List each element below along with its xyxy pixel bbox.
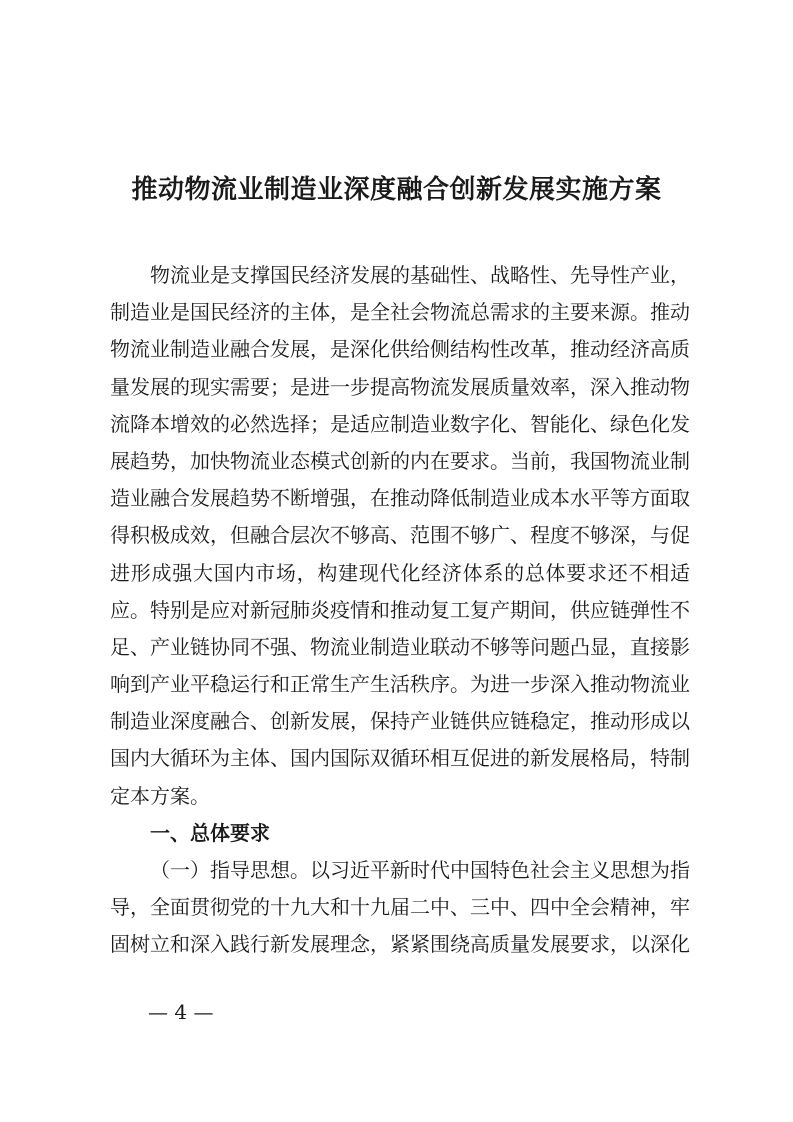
- body-line: 响到产业平稳运行和正常生产生活秩序。为进一步深入推动物流业: [110, 672, 690, 697]
- body-line: 物流业是支撑国民经济发展的基础性、战略性、先导性产业，: [150, 263, 690, 287]
- body-line: 造业融合发展趋势不断增强，在推动降低制造业成本水平等方面取: [110, 486, 690, 511]
- page-number: — 4 —: [148, 1000, 214, 1024]
- body-line: 物流业制造业融合发展，是深化供给侧结构性改革，推动经济高质: [110, 337, 690, 362]
- body-line: 展趋势，加快物流业态模式创新的内在要求。当前，我国物流业制: [110, 448, 690, 473]
- body-line: 流降本增效的必然选择；是适应制造业数字化、智能化、绿色化发: [110, 411, 690, 436]
- section-heading: 一、总体要求: [150, 820, 270, 845]
- body-line: 定本方案。: [110, 783, 210, 808]
- body-line: 导，全面贯彻党的十九大和十九届二中、三中、四中全会精神，牢: [110, 895, 690, 920]
- body-line: 量发展的现实需要；是进一步提高物流发展质量效率，深入推动物: [110, 374, 690, 399]
- body-line: 制造业是国民经济的主体，是全社会物流总需求的主要来源。推动: [110, 300, 690, 325]
- document-body: [110, 257, 690, 964]
- body-line: 制造业深度融合、创新发展，保持产业链供应链稳定，推动形成以: [110, 709, 690, 734]
- body-line: 进形成强大国内市场，构建现代化经济体系的总体要求还不相适: [110, 560, 690, 585]
- body-line: 应。特别是应对新冠肺炎疫情和推动复工复产期间，供应链弹性不: [110, 597, 690, 622]
- body-line: 固树立和深入践行新发展理念，紧紧围绕高质量发展要求，以深化: [110, 932, 690, 957]
- body-line: 足、产业链协同不强、物流业制造业联动不够等问题凸显，直接影: [110, 634, 690, 659]
- body-line: 得积极成效，但融合层次不够高、范围不够广、程度不够深，与促: [110, 523, 690, 548]
- body-line: （一）指导思想。以习近平新时代中国特色社会主义思想为指: [150, 858, 690, 882]
- document-title: 推动物流业制造业深度融合创新发展实施方案: [131, 175, 662, 205]
- body-line: 国内大循环为主体、国内国际双循环相互促进的新发展格局，特制: [110, 746, 690, 771]
